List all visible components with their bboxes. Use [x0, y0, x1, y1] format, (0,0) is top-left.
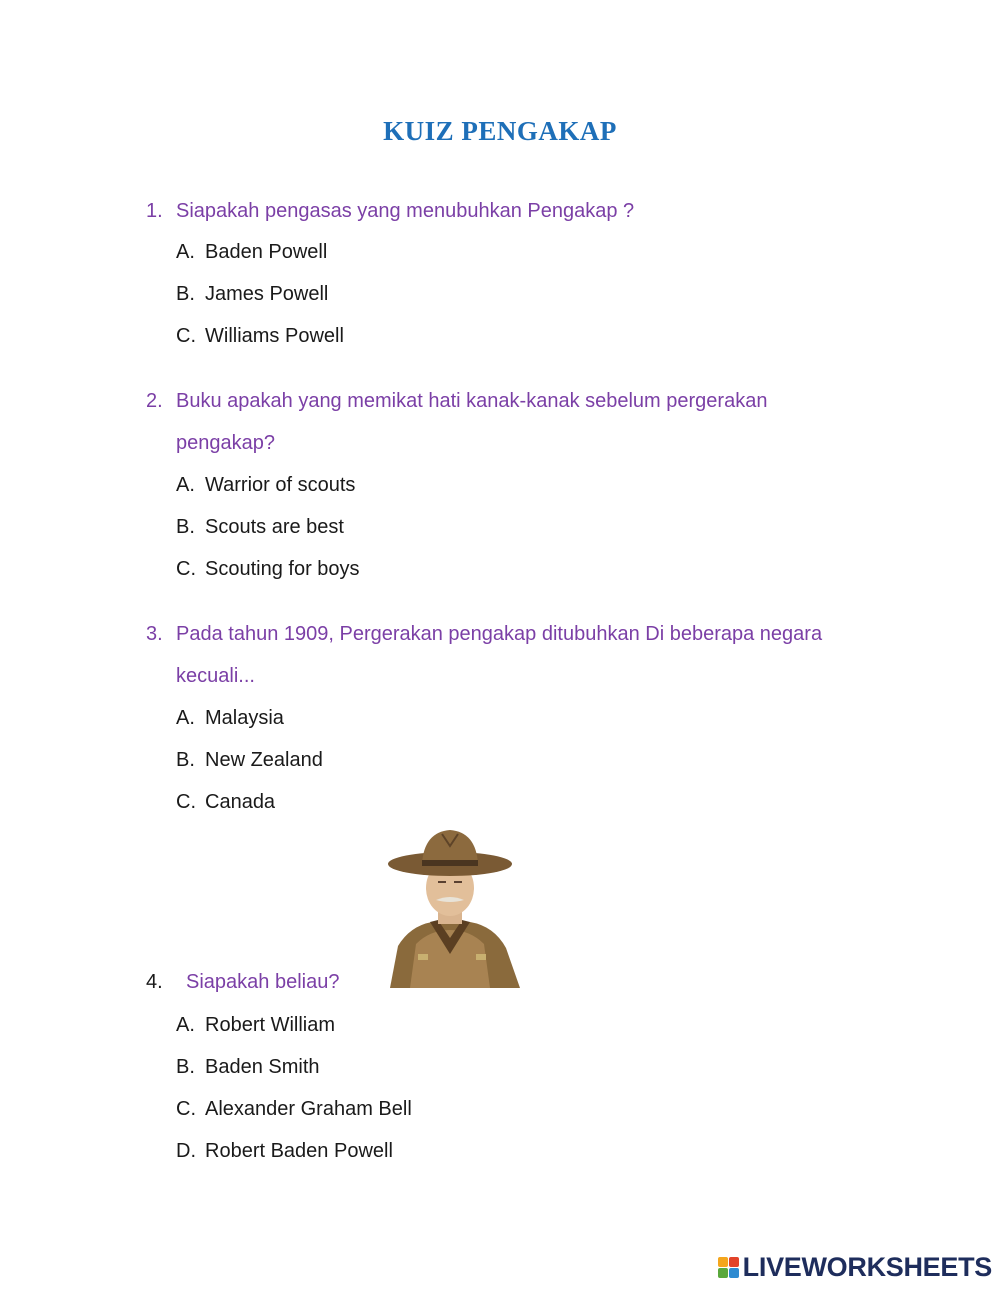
option-text: Malaysia [205, 707, 284, 729]
question-text: pengakap? [176, 432, 275, 454]
option-letter: A. [176, 1014, 195, 1036]
option-letter: B. [176, 749, 195, 771]
liveworksheets-logo[interactable] [718, 1252, 992, 1283]
logo-square [729, 1268, 739, 1278]
scout-portrait-image [370, 826, 530, 988]
option-text: Canada [205, 791, 276, 813]
question-text: kecuali... [176, 665, 255, 687]
question-text: Siapakah pengasas yang menubuhkan Pengakap ? [176, 200, 635, 222]
option-letter: B. [176, 283, 195, 305]
option-letter: A. [176, 474, 195, 496]
question-number: 1. [146, 200, 163, 222]
option-letter: B. [176, 516, 195, 538]
option-letter: C. [176, 325, 196, 347]
option-letter: A. [176, 241, 195, 263]
option-letter: A. [176, 707, 195, 729]
option-text: James Powell [205, 283, 329, 305]
logo-square [718, 1268, 728, 1278]
option-letter: C. [176, 558, 196, 580]
logo-square [718, 1257, 728, 1267]
question-text: Siapakah beliau? [186, 971, 340, 993]
question-number: 4. [146, 971, 163, 993]
option-text: Robert William [205, 1014, 336, 1036]
option-letter: C. [176, 1098, 196, 1120]
logo-squares-icon [718, 1257, 739, 1278]
option-text: Alexander Graham Bell [205, 1098, 412, 1120]
option-letter: B. [176, 1056, 195, 1078]
option-letter: D. [176, 1140, 196, 1162]
option-text: Scouts are best [205, 516, 344, 538]
option-text: New Zealand [205, 749, 323, 771]
question-number: 2. [146, 390, 163, 412]
logo-square [729, 1257, 739, 1267]
option-text: Williams Powell [205, 325, 344, 347]
brand-name: LIVEWORKSHEETS [742, 1252, 992, 1282]
option-text: Baden Smith [205, 1056, 320, 1078]
option-text: Robert Baden Powell [205, 1140, 393, 1162]
question-text: Buku apakah yang memikat hati kanak-kanak sebelum pergerakan [176, 390, 768, 412]
page-title: KUIZ PENGAKAP [383, 116, 617, 146]
option-text: Baden Powell [205, 241, 328, 263]
question-number: 3. [146, 623, 163, 645]
option-text: Scouting for boys [205, 558, 360, 580]
option-text: Warrior of scouts [205, 474, 356, 496]
option-letter: C. [176, 791, 196, 813]
question-text: Pada tahun 1909, Pergerakan pengakap ditubuhkan Di beberapa negara [176, 623, 823, 645]
